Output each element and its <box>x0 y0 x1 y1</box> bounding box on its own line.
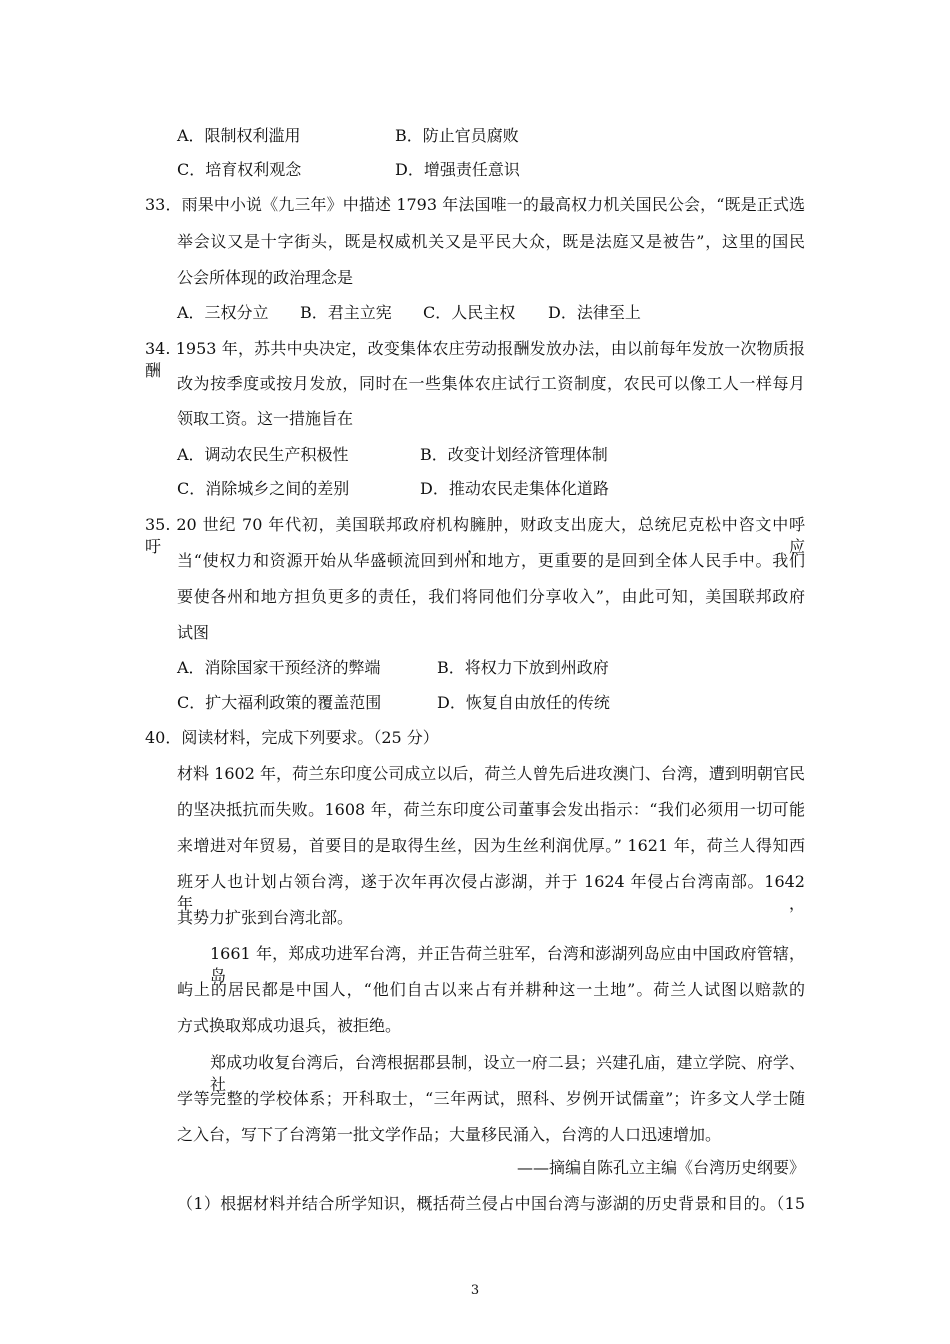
q40-material-line-10: 学等完整的学校体系；开科取士，“三年两试，照科、岁例开试儒童”；许多文人学士随 <box>177 1089 805 1108</box>
q35-option-b: B．将权力下放到州政府 <box>437 658 609 677</box>
q40-material-line-5: 其势力扩张到台湾北部。 <box>177 908 354 927</box>
q40-stem: 40．阅读材料，完成下列要求。（25 分） <box>145 728 439 747</box>
q40-material-line-4: 班牙人也计划占领台湾，遂于次年再次侵占澎湖，并于 1624 年侵占台湾南部。1642 年， <box>177 872 805 913</box>
q33-option-b: B．君主立宪 <box>300 303 392 322</box>
q32-option-a: A．限制权利滥用 <box>177 126 301 145</box>
q40-material-line-8: 方式换取郑成功退兵，被拒绝。 <box>177 1016 402 1035</box>
q40-source: ——摘编自陈孔立主编《台湾历史纲要》 <box>516 1158 805 1177</box>
q33-option-a: A．三权分立 <box>177 303 269 322</box>
q34-option-c: C．消除城乡之间的差别 <box>177 479 350 498</box>
q35-line-4: 试图 <box>177 623 210 642</box>
q33-line-1: 33．雨果中小说《九三年》中描述 1793 年法国唯一的最高权力机关国民公会，“既是正式选 <box>145 195 805 214</box>
q34-option-b: B．改变计划经济管理体制 <box>420 445 608 464</box>
q34-line-3: 领取工资。这一措施旨在 <box>177 409 354 428</box>
q35-option-a: A．消除国家干预经济的弊端 <box>177 658 381 677</box>
q40-material-line-6: 1661 年，郑成功进军台湾，并正告荷兰驻军，台湾和澎湖列岛应由中国政府管辖，岛 <box>210 944 805 985</box>
q35-line-1: 35. 20 世纪 70 年代初，美国联邦政府机构臃肿，财政支出庞大，总统尼克松中咨文中呼吁，应 <box>145 515 805 556</box>
q33-option-d: D．法律至上 <box>548 303 641 322</box>
q35-option-c: C．扩大福利政策的覆盖范围 <box>177 693 382 712</box>
q40-material-line-1: 材料 1602 年，荷兰东印度公司成立以后，荷兰人曾先后进攻澳门、台湾，遭到明朝官民 <box>177 764 805 783</box>
q35-line-2: 当“使权力和资源开始从华盛顿流回到州和地方，更重要的是回到全体人民手中。我们 <box>177 551 805 570</box>
q40-material-line-9: 郑成功收复台湾后，台湾根据郡县制，设立一府二县；兴建孔庙，建立学院、府学、社 <box>210 1053 805 1094</box>
q34-option-a: A．调动农民生产积极性 <box>177 445 349 464</box>
q40-material-line-3: 来增进对年贸易，首要目的是取得生丝，因为生丝利润优厚。” 1621 年，荷兰人得知西 <box>177 836 805 855</box>
q34-option-d: D．推动农民走集体化道路 <box>420 479 609 498</box>
q32-option-d: D．增强责任意识 <box>395 160 520 179</box>
q33-option-c: C．人民主权 <box>423 303 516 322</box>
q35-line-3: 要使各州和地方担负更多的责任，我们将同他们分享收入”，由此可知，美国联邦政府 <box>177 587 805 606</box>
page-number: 3 <box>470 1283 480 1298</box>
q32-option-c: C．培育权利观念 <box>177 160 302 179</box>
q35-option-d: D．恢复自由放任的传统 <box>437 693 610 712</box>
q34-line-2: 改为按季度或按月发放，同时在一些集体农庄试行工资制度，农民可以像工人一样每月 <box>177 374 805 393</box>
q40-material-line-11: 之入台，写下了台湾第一批文学作品；大量移民涌入，台湾的人口迅速增加。 <box>177 1125 722 1144</box>
q32-option-b: B．防止官员腐败 <box>395 126 519 145</box>
q40-material-line-7: 屿上的居民都是中国人，“他们自古以来占有并耕种这一土地”。荷兰人试图以赔款的 <box>177 980 805 999</box>
q34-line-1: 34. 1953 年，苏共中央决定，改变集体农庄劳动报酬发放办法，由以前每年发放一次物质报酬 <box>145 339 805 380</box>
q33-line-3: 公会所体现的政治理念是 <box>177 268 354 287</box>
q40-sub-question-1: （1）根据材料并结合所学知识，概括荷兰侵占中国台湾与澎湖的历史背景和目的。（15 <box>177 1194 805 1213</box>
q33-line-2: 举会议又是十字街头，既是权威机关又是平民大众，既是法庭又是被告”，这里的国民 <box>177 232 805 251</box>
q40-material-line-2: 的坚决抵抗而失败。1608 年，荷兰东印度公司董事会发出指示：“我们必须用一切可能 <box>177 800 805 819</box>
